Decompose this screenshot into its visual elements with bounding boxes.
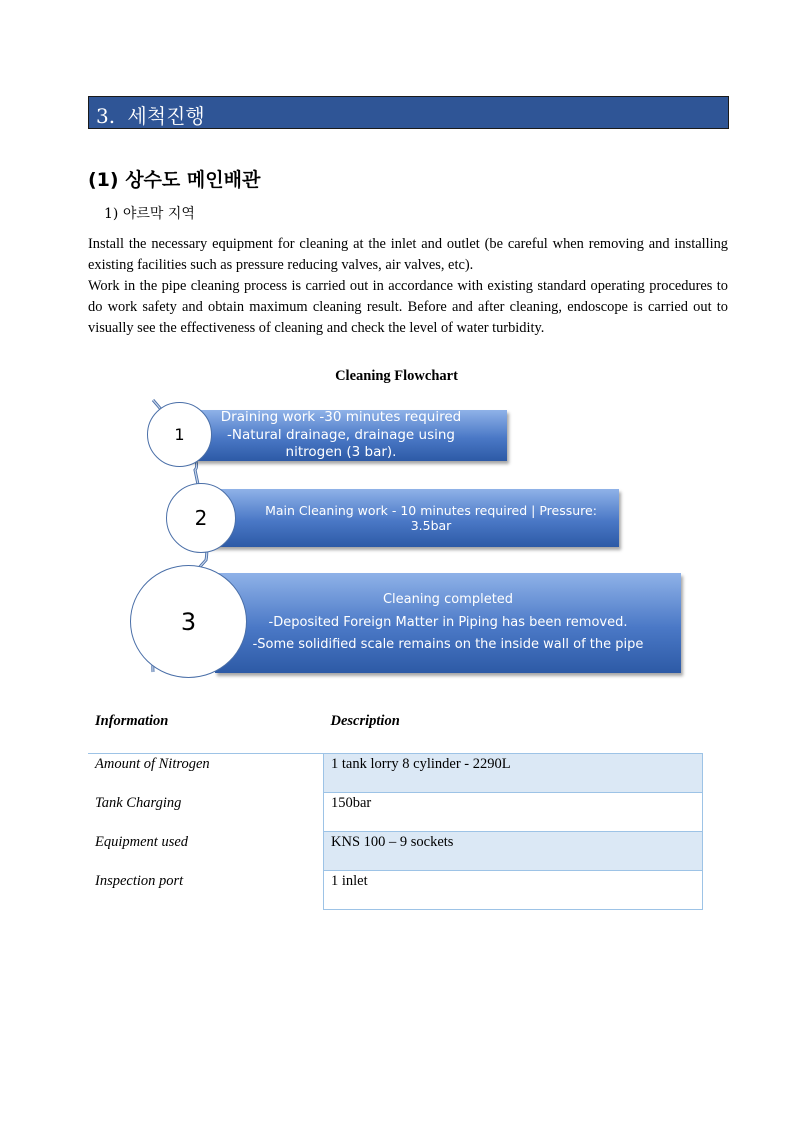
heading-subsection: 1) 야르막 지역 (104, 206, 195, 222)
flow-step-3-box (215, 573, 681, 673)
row-desc-tank: 150bar (324, 793, 703, 832)
flow-step-1-line-2: -Natural drainage, drainage using (227, 426, 455, 443)
table-row (88, 793, 703, 832)
row-desc-nitrogen: 1 tank lorry 8 cylinder - 2290L (324, 754, 703, 793)
flow-step-2-line-1: Main Cleaning work - 10 minutes required | Pressure: 3.5bar (265, 503, 597, 533)
table-row (88, 871, 703, 910)
row-desc-equipment: KNS 100 – 9 sockets (324, 832, 703, 871)
row-info-tank: Tank Charging (95, 794, 182, 811)
flowchart-title: Cleaning Flowchart (335, 368, 458, 384)
flow-step-1-number: 1 (147, 402, 212, 467)
flow-step-2-box (205, 489, 619, 547)
row-info-inspection: Inspection port (95, 872, 184, 889)
row-desc-inspection: 1 inlet (324, 871, 703, 910)
section-title-text: 세척진행 (127, 104, 205, 128)
table-row (88, 832, 703, 871)
flow-step-3-line-3: -Some solidified scale remains on the inside wall of the pipe (252, 637, 644, 653)
flow-step-3-number: 3 (130, 565, 247, 678)
row-info-equipment: Equipment used (95, 833, 189, 850)
flow-step-3-line-2: -Deposited Foreign Matter in Piping has been removed. (268, 614, 628, 630)
paragraph-line-procedure: Work in the pipe cleaning process is carried out in accordance with existing standard operating procedures to do work safety and obtain maximum cleaning result. Before and after cleaning, endoscope is carried out to visually see the effectiveness of cleaning and check the level of water turbidity. (88, 278, 728, 336)
flow-step-1-box (175, 410, 507, 461)
flow-step-1-line-3: nitrogen (3 bar). (285, 444, 397, 461)
flow-step-3-line-1: Cleaning completed (382, 592, 514, 608)
flow-step-2-number: 2 (166, 483, 236, 553)
flow-step-1-line-1: Draining work -30 minutes required (220, 409, 462, 426)
section-number: 3. (96, 104, 116, 128)
info-table (88, 705, 703, 910)
header-information: Information (95, 713, 169, 729)
table-header-row (88, 705, 703, 754)
paragraph-line-install: Install the necessary equipment for cleaning at the inlet and outlet (be careful when removing and installing existing facilities such as pressure reducing valves, air valves, etc). (88, 236, 728, 273)
header-description: Description (330, 713, 400, 729)
heading-main-pipe: (1) 상수도 메인배관 (88, 169, 261, 191)
table-row (88, 754, 703, 793)
row-info-nitrogen: Amount of Nitrogen (88, 754, 324, 793)
